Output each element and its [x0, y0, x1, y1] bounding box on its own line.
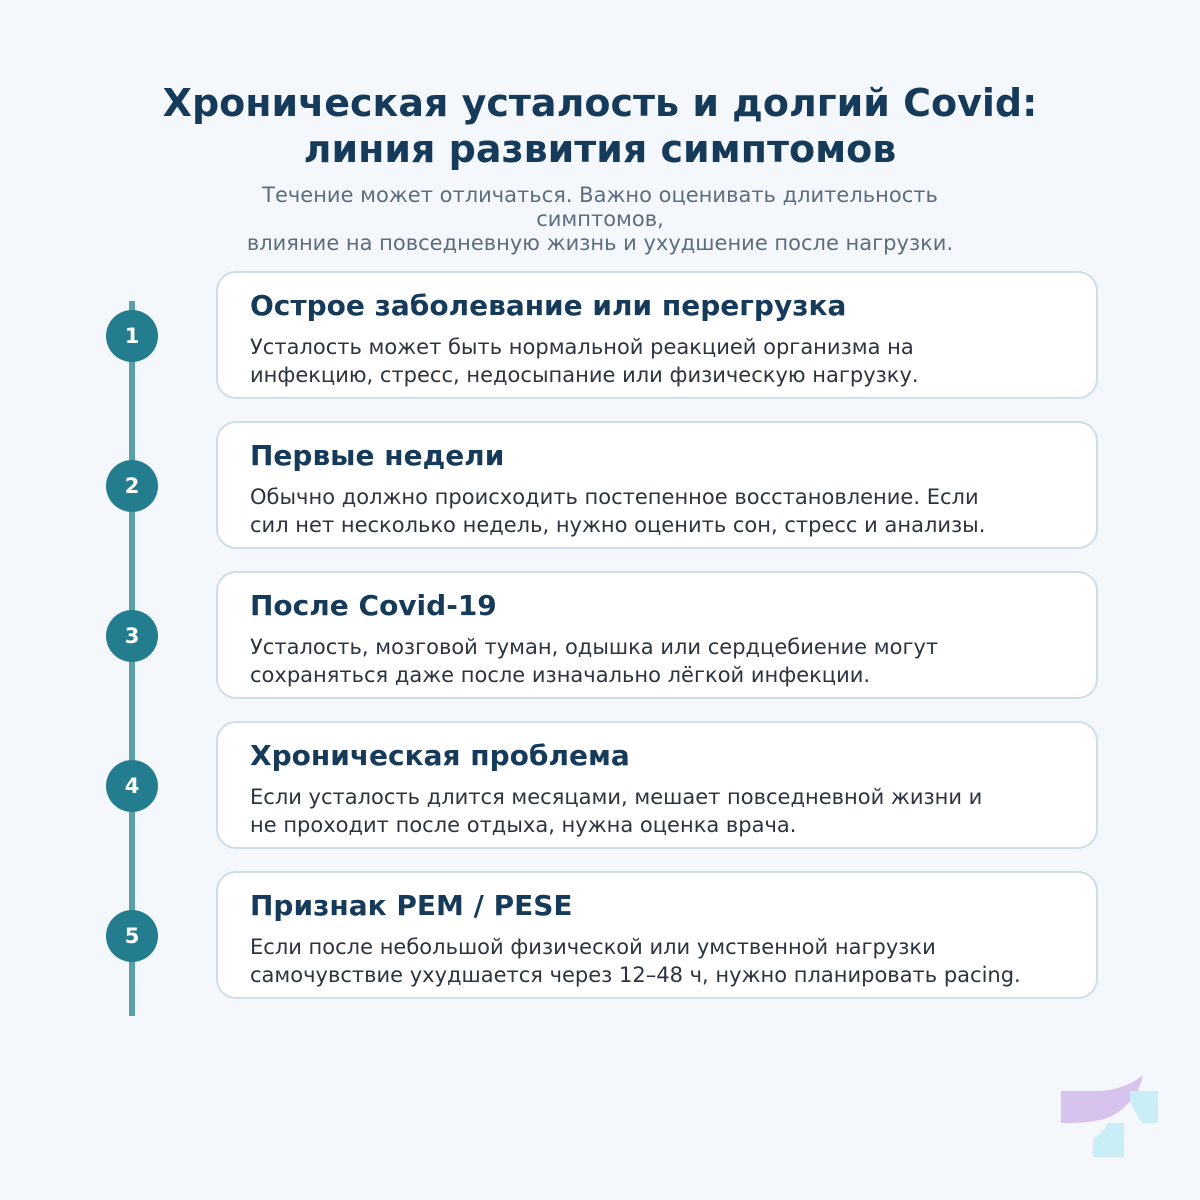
- logo-cyan-bottom-shape: [1093, 1123, 1124, 1157]
- step-description-2-line-1: Обычно должно происходить постепенное восстановление. Если: [250, 485, 979, 509]
- page-subtitle: [150, 183, 1050, 255]
- step-description-3-line-1: Усталость, мозговой туман, одышка или сердцебиение могут: [250, 635, 939, 659]
- step-description-4: [250, 783, 1080, 839]
- step-number-1: 1: [106, 310, 158, 362]
- brand-logo-icon: [1060, 1075, 1160, 1157]
- step-title-3: После Covid-19: [250, 589, 497, 622]
- step-card-1: [216, 271, 1098, 399]
- step-title-1: Острое заболевание или перегрузка: [250, 289, 847, 322]
- step-description-4-line-1: Если усталость длится месяцами, мешает повседневной жизни и: [250, 785, 983, 809]
- subtitle-line-2: симптомов,: [536, 207, 664, 231]
- step-description-3-line-2: сохраняться даже после изначально лёгкой инфекции.: [250, 663, 871, 687]
- step-description-1-line-1: Усталость может быть нормальной реакцией организма на: [250, 335, 914, 359]
- step-description-4-line-2: не проходит после отдыха, нужна оценка врача.: [250, 813, 797, 837]
- step-description-2-line-2: сил нет несколько недель, нужно оценить сон, стресс и анализы.: [250, 513, 986, 537]
- page-title-line-1: Хроническая усталость и долгий Covid:: [162, 81, 1038, 125]
- step-description-3: [250, 633, 1080, 689]
- step-number-2: 2: [106, 460, 158, 512]
- step-description-5: [250, 933, 1080, 989]
- step-title-4: Хроническая проблема: [250, 739, 630, 772]
- step-card-5: [216, 871, 1098, 999]
- logo-cyan-top-shape: [1130, 1091, 1158, 1123]
- step-description-5-line-1: Если после небольшой физической или умственной нагрузки: [250, 935, 936, 959]
- page-title-line-2: линия развития симптомов: [303, 127, 897, 171]
- step-number-5: 5: [106, 910, 158, 962]
- step-description-1: [250, 333, 1080, 389]
- step-title-2: Первые недели: [250, 439, 505, 472]
- subtitle-line-3: влияние на повседневную жизнь и ухудшение после нагрузки.: [246, 231, 954, 255]
- step-description-1-line-2: инфекцию, стресс, недосыпание или физическую нагрузку.: [250, 363, 919, 387]
- step-card-2: [216, 421, 1098, 549]
- step-card-3: [216, 571, 1098, 699]
- subtitle-line-1: Течение может отличаться. Важно оценивать длительность: [262, 183, 938, 207]
- page-title: [0, 80, 1200, 172]
- step-description-2: [250, 483, 1080, 539]
- step-card-4: [216, 721, 1098, 849]
- step-number-3: 3: [106, 610, 158, 662]
- step-description-5-line-2: самочувствие ухудшается через 12–48 ч, нужно планировать pacing.: [250, 963, 1021, 987]
- step-title-5: Признак PEM / PESE: [250, 889, 573, 922]
- step-number-4: 4: [106, 760, 158, 812]
